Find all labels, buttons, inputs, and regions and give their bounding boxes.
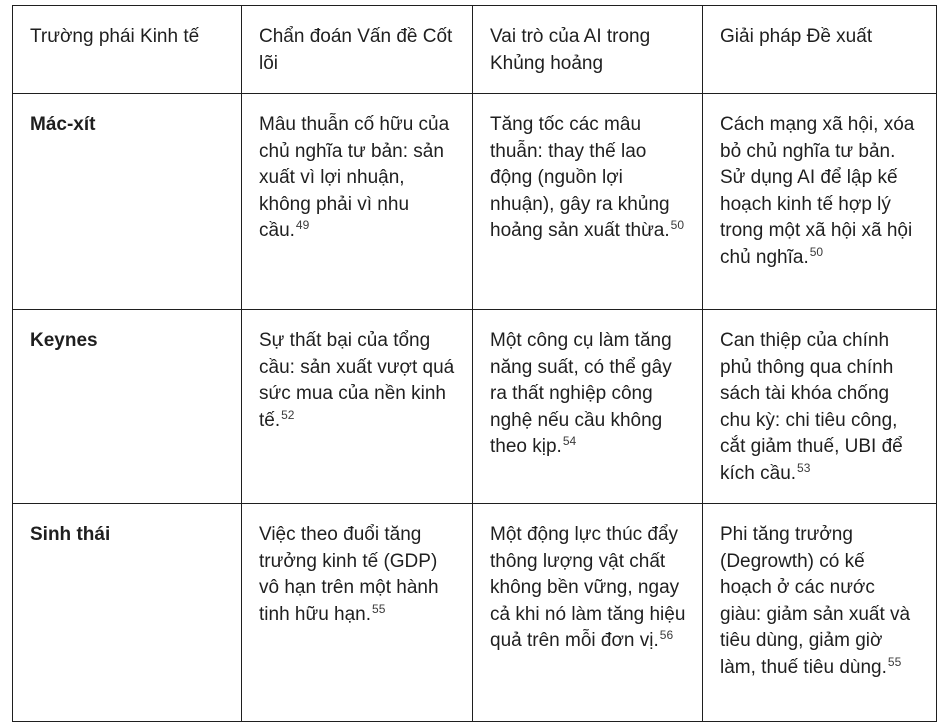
school-name: Sinh thái [13,504,242,722]
ai-role-cell [473,504,703,722]
citation-ref: 53 [797,460,811,475]
citation-ref: 56 [659,628,674,642]
comparison-table [12,5,937,722]
header-school: Trường phái Kinh tế [13,6,242,94]
table-row [13,504,937,722]
solution-cell [703,94,937,310]
cell-text: Cách mạng xã hội, xóa bỏ chủ nghĩa tư bản. Sử dụng AI để lập kế hoạch kinh tế hợp lý trong một xã hội xã hội chủ nghĩa. [720,114,915,268]
citation-ref: 54 [562,434,577,448]
diagnosis-cell [242,94,473,310]
table-row [13,310,937,504]
cell-text: Sự thất bại của tổng cầu: sản xuất vượt quá sức mua của nền kinh tế. [259,330,455,431]
citation-ref: 55 [887,654,902,669]
school-name: Keynes [13,310,242,504]
diagnosis-cell [242,310,473,504]
header-ai-role: Vai trò của AI trong Khủng hoảng [473,6,703,94]
cell-text: Phi tăng trưởng (Degrowth) có kế hoạch ở các nước giàu: giảm sản xuất và tiêu dùng, giảm giờ làm, thuế tiêu dùng. [720,524,911,678]
ai-role-cell [473,310,703,504]
ai-role-cell [473,94,703,310]
citation-ref: 52 [281,407,295,422]
solution-cell [703,310,937,504]
header-solution: Giải pháp Đề xuất [703,6,937,94]
header-diagnosis: Chẩn đoán Vấn đề Cốt lõi [242,6,473,94]
solution-cell [703,504,937,722]
cell-text: Tăng tốc các mâu thuẫn: thay thế lao động (nguồn lợi nhuận), gây ra khủng hoảng sản xuất thừa. [490,114,670,241]
cell-text: Can thiệp của chính phủ thông qua chính sách tài khóa chống chu kỳ: chi tiêu công, cắt giảm thuế, UBI để kích cầu. [720,330,903,484]
citation-ref: 49 [295,218,310,232]
table-row [13,94,937,310]
cell-text: Một động lực thúc đẩy thông lượng vật chất không bền vững, ngay cả khi nó làm tăng hiệu quả trên mỗi đơn vị. [490,524,686,651]
citation-ref: 50 [809,244,824,259]
citation-ref: 50 [670,218,684,232]
diagnosis-cell [242,504,473,722]
citation-ref: 55 [372,601,386,616]
cell-text: Mâu thuẫn cố hữu của chủ nghĩa tư bản: sản xuất vì lợi nhuận, không phải vì nhu cầu. [259,114,450,241]
cell-text: Việc theo đuổi tăng trưởng kinh tế (GDP) vô hạn trên một hành tinh hữu hạn. [259,524,439,625]
header-row [13,6,937,94]
cell-text: Một công cụ làm tăng năng suất, có thể gây ra thất nghiệp công nghệ nếu cầu không theo kịp. [490,330,672,457]
school-name: Mác-xít [13,94,242,310]
